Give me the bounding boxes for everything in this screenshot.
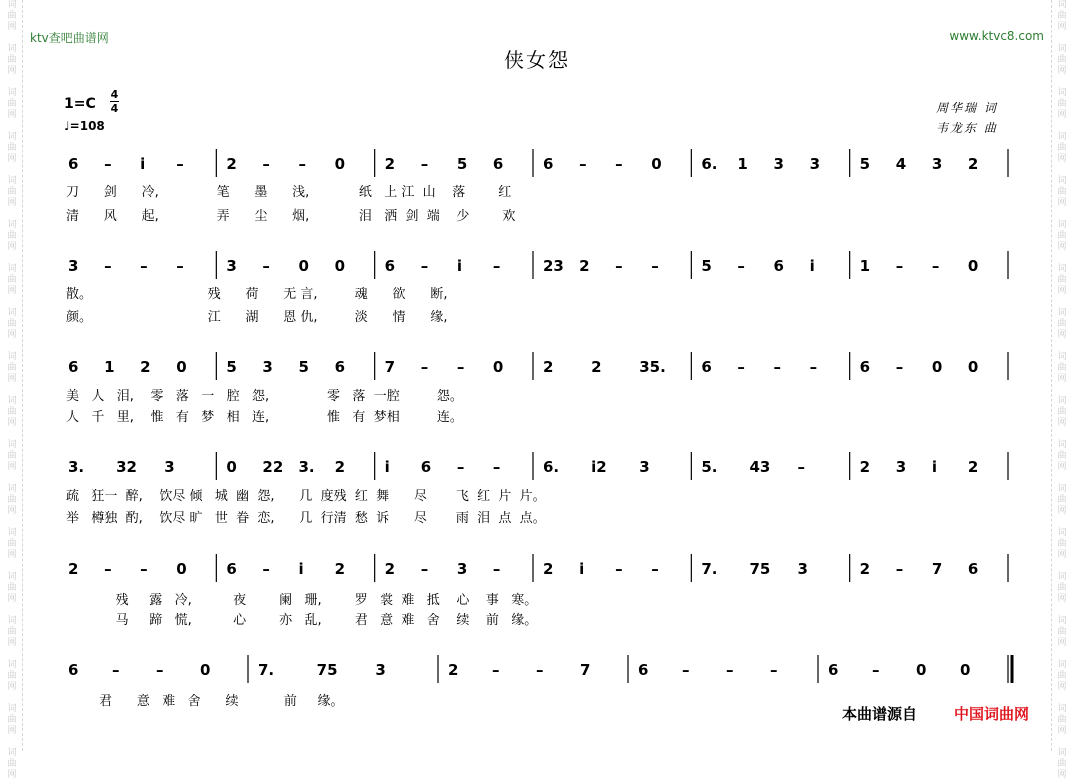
note: 0 — [226, 458, 237, 476]
note: – — [651, 560, 659, 578]
note: – — [615, 560, 623, 578]
note: 6 — [638, 661, 649, 679]
note: 0 — [492, 358, 504, 376]
note: 43 — [749, 458, 771, 476]
lyric-line: 残 露 冷, 夜 阑 珊, 罗 裳 难 抵 心 事 寒。 — [66, 593, 538, 608]
footer-site-link[interactable]: 中国词曲网 — [954, 705, 1030, 723]
note: 6 — [68, 661, 79, 679]
note: 6 — [967, 560, 979, 578]
note: 5 — [226, 358, 237, 376]
note: 6 — [384, 257, 396, 275]
note: – — [895, 358, 904, 376]
note: 3 — [639, 458, 650, 476]
source-site-right[interactable]: www.ktvc8.com — [949, 29, 1044, 43]
note: 0 — [960, 661, 971, 679]
note: 3 — [809, 155, 821, 173]
note: 0 — [931, 358, 943, 376]
note: – — [156, 661, 164, 679]
note: 3 — [456, 560, 468, 578]
footer-label: 本曲谱源自 — [842, 705, 918, 723]
note: 5. — [701, 458, 718, 476]
note: 6 — [701, 358, 712, 376]
note: 6. — [543, 458, 560, 476]
note: 4 — [895, 155, 907, 173]
note: 2 — [591, 358, 602, 376]
note: 7. — [701, 560, 718, 578]
note: 2 — [334, 560, 346, 578]
note: 6 — [773, 257, 784, 275]
note: – — [651, 257, 659, 275]
lyric-line: 马 蹄 慌, 心 亦 乱, 君 意 难 舍 续 前 缘。 — [66, 613, 538, 628]
lyric-line: 刀 剑 冷, 笔 墨 浅, 纸 上 江 山 落 红 — [66, 185, 512, 200]
lyric-line: 颜。 江 湖 恩 仇, 淡 情 缘, — [66, 310, 448, 325]
note: 0 — [176, 560, 187, 578]
note: – — [872, 661, 880, 679]
note: – — [809, 358, 818, 376]
note: – — [615, 257, 623, 275]
note: 2 — [543, 560, 554, 578]
note: 3 — [68, 257, 79, 275]
lyric-line: 美 人 泪, 零 落 一 腔 怨, 零 落 一腔 怨。 — [66, 389, 463, 404]
note: 1 — [737, 155, 748, 173]
note: i — [298, 560, 304, 578]
note: 5 — [298, 358, 309, 376]
note: 22 — [262, 458, 284, 476]
note: i — [809, 257, 815, 275]
note: 6 — [334, 358, 346, 376]
note: – — [797, 458, 806, 476]
note: 2 — [967, 458, 979, 476]
note: – — [104, 257, 112, 275]
note: 0 — [334, 155, 346, 173]
note: 6 — [828, 661, 839, 679]
note: 6 — [226, 560, 237, 578]
note: 2 — [68, 560, 79, 578]
note: 5 — [456, 155, 468, 173]
lyric-line: 散。 残 荷 无 言, 魂 欲 断, — [66, 287, 448, 302]
note: 6. — [701, 155, 718, 173]
note: 3. — [298, 458, 315, 476]
note: 2 — [543, 358, 554, 376]
composer-credit: 韦龙东 曲 — [936, 121, 998, 135]
note: – — [536, 661, 544, 679]
note: – — [456, 458, 465, 476]
note: – — [112, 661, 120, 679]
time-signature-top: 4 — [110, 88, 119, 101]
note: i — [579, 560, 585, 578]
tempo-marking: ♩=108 — [64, 119, 105, 133]
note: 6 — [68, 155, 79, 173]
note: – — [420, 358, 429, 376]
key-signature: 1=C — [64, 96, 96, 112]
song-title: 侠女怨 — [504, 48, 570, 72]
note: 2 — [384, 560, 396, 578]
note: – — [176, 155, 184, 173]
note: – — [492, 661, 500, 679]
note: 2 — [384, 155, 396, 173]
note: – — [737, 358, 745, 376]
time-signature-bottom: 4 — [110, 102, 119, 115]
note: 1 — [859, 257, 871, 275]
watermark-right: 词 曲 网 词 曲 网 词 曲 网 词 曲 网 词 曲 网 词 曲 网 词 曲 网 词 曲 网 词 曲 网 词 曲 网 词 曲 网 词 曲 网 词 曲 网 词 曲 网 词 曲 网 词 曲 网 词 曲 网 词 曲 网 — [1057, 0, 1067, 780]
note: – — [770, 661, 778, 679]
note: 3 — [931, 155, 943, 173]
note: 6 — [492, 155, 504, 173]
note: 7 — [384, 358, 396, 376]
lyricist-credit: 周华瑞 词 — [936, 101, 998, 115]
note: – — [298, 155, 306, 173]
note: 5 — [701, 257, 712, 275]
note: – — [737, 257, 745, 275]
lyric-line: 清 风 起, 弄 尘 烟, 泪 洒 剑 端 少 欢 — [66, 209, 516, 224]
note: 0 — [916, 661, 927, 679]
note: – — [262, 155, 270, 173]
note: 7. — [258, 661, 275, 679]
note: – — [420, 257, 429, 275]
note: 2 — [859, 560, 871, 578]
note: 75 — [749, 560, 771, 578]
note: – — [420, 155, 429, 173]
note: 2 — [859, 458, 871, 476]
note: 23 — [543, 257, 564, 275]
note: 2 — [140, 358, 151, 376]
note: i — [140, 155, 146, 173]
note: – — [262, 560, 270, 578]
note: 0 — [334, 257, 346, 275]
note: 3. — [68, 458, 85, 476]
note: – — [492, 560, 501, 578]
note: 6 — [543, 155, 554, 173]
note: 0 — [298, 257, 309, 275]
note: 3 — [773, 155, 784, 173]
note: 6 — [420, 458, 432, 476]
note: 3 — [262, 358, 273, 376]
note: 75 — [316, 661, 338, 679]
note: 0 — [200, 661, 211, 679]
note: 6 — [859, 358, 871, 376]
note: i — [456, 257, 462, 275]
note: – — [140, 257, 148, 275]
note: – — [615, 155, 623, 173]
note: 2 — [334, 458, 346, 476]
note: 35. — [639, 358, 666, 376]
note: – — [726, 661, 734, 679]
note: – — [895, 560, 904, 578]
source-site-left[interactable]: ktv查吧曲谱网 — [30, 31, 109, 45]
note: 0 — [651, 155, 662, 173]
note: – — [176, 257, 184, 275]
note: 1 — [104, 358, 115, 376]
note: 0 — [176, 358, 187, 376]
watermark-left: 词 曲 网 词 曲 网 词 曲 网 词 曲 网 词 曲 网 词 曲 网 词 曲 网 词 曲 网 词 曲 网 词 曲 网 词 曲 网 词 曲 网 词 曲 网 词 曲 网 词 曲 网 词 曲 网 词 曲 网 词 曲 网 — [7, 0, 17, 780]
note: 2 — [967, 155, 979, 173]
note: 32 — [116, 458, 137, 476]
note: – — [579, 155, 587, 173]
note: 2 — [579, 257, 590, 275]
note: 3 — [895, 458, 907, 476]
note: 3 — [226, 257, 237, 275]
note: – — [492, 458, 501, 476]
note: – — [895, 257, 904, 275]
note: 3 — [797, 560, 808, 578]
note: – — [262, 257, 270, 275]
note: 3 — [164, 458, 175, 476]
note: – — [682, 661, 690, 679]
note: 7 — [931, 560, 943, 578]
lyric-line: 举 樽独 酌, 饮尽 旷 世 眷 恋, 几 行清 愁 诉 尽 雨 泪 点 点。 — [66, 511, 546, 526]
note: – — [104, 155, 112, 173]
note: 6 — [68, 358, 79, 376]
note: – — [773, 358, 781, 376]
note: – — [931, 257, 940, 275]
note: – — [420, 560, 429, 578]
note: 7 — [580, 661, 591, 679]
note: i2 — [591, 458, 607, 476]
note: i — [931, 458, 937, 476]
note: – — [492, 257, 501, 275]
lyric-line: 君 意 难 舍 续 前 缘。 — [66, 694, 344, 709]
note: i — [384, 458, 390, 476]
note: 5 — [859, 155, 871, 173]
note: 2 — [448, 661, 459, 679]
lyric-line: 人 千 里, 惟 有 梦 相 连, 惟 有 梦相 连。 — [66, 410, 463, 425]
note: 0 — [967, 257, 979, 275]
note: 0 — [967, 358, 979, 376]
note: – — [456, 358, 465, 376]
note: – — [140, 560, 148, 578]
note: 2 — [226, 155, 237, 173]
note: – — [104, 560, 112, 578]
lyric-line: 疏 狂一 醉, 饮尽 倾 城 幽 怨, 几 度残 红 舞 尽 飞 红 片 片。 — [66, 489, 546, 504]
note: 3 — [375, 661, 386, 679]
